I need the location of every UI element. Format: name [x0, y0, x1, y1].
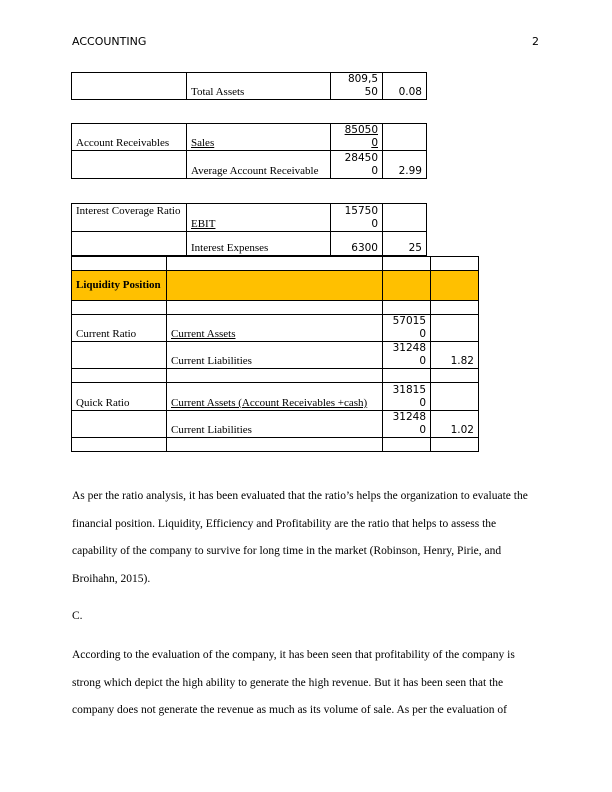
sales-value-text: 85050 0: [344, 124, 378, 149]
empty-cell: [383, 257, 431, 271]
body-paragraph-2: According to the evaluation of the company, it has been seen that profitability of the company is strong which depict the high ability to generate the high revenue. But it has been seen that the company does not generate the revenue as much as its volume of sale. As per the evaluation of: [72, 649, 515, 716]
interest-expenses-label: Interest Expenses: [187, 232, 331, 256]
sales-label: Sales: [187, 124, 331, 151]
page-number: 2: [532, 35, 539, 48]
empty-cell: [167, 271, 383, 301]
interest-coverage-ratio: 25: [383, 232, 427, 256]
avg-receivable-label: Average Account Receivable: [187, 151, 331, 179]
liquidity-table: [71, 256, 479, 452]
quick-assets-value: 31815 0: [383, 383, 431, 411]
empty-cell: [431, 369, 479, 383]
empty-cell: [383, 124, 427, 151]
empty-cell: [72, 411, 167, 438]
section-label: C.: [72, 610, 83, 622]
ebit-label: EBIT: [187, 204, 331, 232]
quick-ratio-value: 1.02: [431, 411, 479, 438]
empty-cell: [431, 315, 479, 342]
empty-cell: [72, 232, 187, 256]
empty-cell: [167, 438, 383, 452]
quick-liabilities-value: 31248 0: [383, 411, 431, 438]
empty-cell: [431, 271, 479, 301]
current-ratio-name: Current Ratio: [72, 315, 167, 342]
empty-cell: [72, 73, 187, 100]
empty-cell: [167, 257, 383, 271]
sales-value: [331, 124, 383, 151]
current-liabilities-value: 31248 0: [383, 342, 431, 369]
empty-cell: [72, 257, 167, 271]
avg-receivable-value: 28450 0: [331, 151, 383, 179]
current-liabilities-label: Current Liabilities: [167, 342, 383, 369]
quick-ratio-name: Quick Ratio: [72, 383, 167, 411]
empty-cell: [167, 369, 383, 383]
empty-cell: [72, 369, 167, 383]
empty-cell: [431, 438, 479, 452]
empty-cell: [431, 257, 479, 271]
receivables-ratio: 2.99: [383, 151, 427, 179]
current-assets-label: Current Assets: [167, 315, 383, 342]
current-assets-value: 57015 0: [383, 315, 431, 342]
empty-cell: [431, 301, 479, 315]
liquidity-section-title: Liquidity Position: [72, 271, 167, 301]
total-assets-ratio: 0.08: [383, 73, 427, 100]
interest-expenses-value: 6300: [331, 232, 383, 256]
empty-cell: [72, 301, 167, 315]
receivables-name: Account Receivables: [72, 124, 187, 151]
empty-cell: [72, 151, 187, 179]
quick-assets-label: Current Assets (Account Receivables +cash): [167, 383, 383, 411]
empty-cell: [167, 301, 383, 315]
empty-cell: [72, 342, 167, 369]
ebit-value: 15750 0: [331, 204, 383, 232]
receivables-table: [71, 123, 427, 179]
empty-cell: [383, 369, 431, 383]
empty-cell: [431, 383, 479, 411]
interest-coverage-table: [71, 203, 427, 256]
running-header-title: ACCOUNTING: [72, 35, 147, 48]
empty-cell: [383, 438, 431, 452]
body-paragraph-1: As per the ratio analysis, it has been evaluated that the ratio’s helps the organization to evaluate the financial position. Liquidity, Efficiency and Profitability are the ratio that helps to assess the capability of the company to survive for long time in the market (Robinson, Henry, Pirie, and Broihahn, 2015).: [72, 490, 528, 585]
total-assets-value: 809,5 50: [331, 73, 383, 100]
total-assets-table: [71, 72, 427, 100]
interest-coverage-name: Interest Coverage Ratio: [72, 204, 187, 232]
empty-cell: [383, 301, 431, 315]
quick-liabilities-label: Current Liabilities: [167, 411, 383, 438]
empty-cell: [383, 271, 431, 301]
empty-cell: [383, 204, 427, 232]
total-assets-label: Total Assets: [187, 73, 331, 100]
empty-cell: [72, 438, 167, 452]
current-ratio-value: 1.82: [431, 342, 479, 369]
